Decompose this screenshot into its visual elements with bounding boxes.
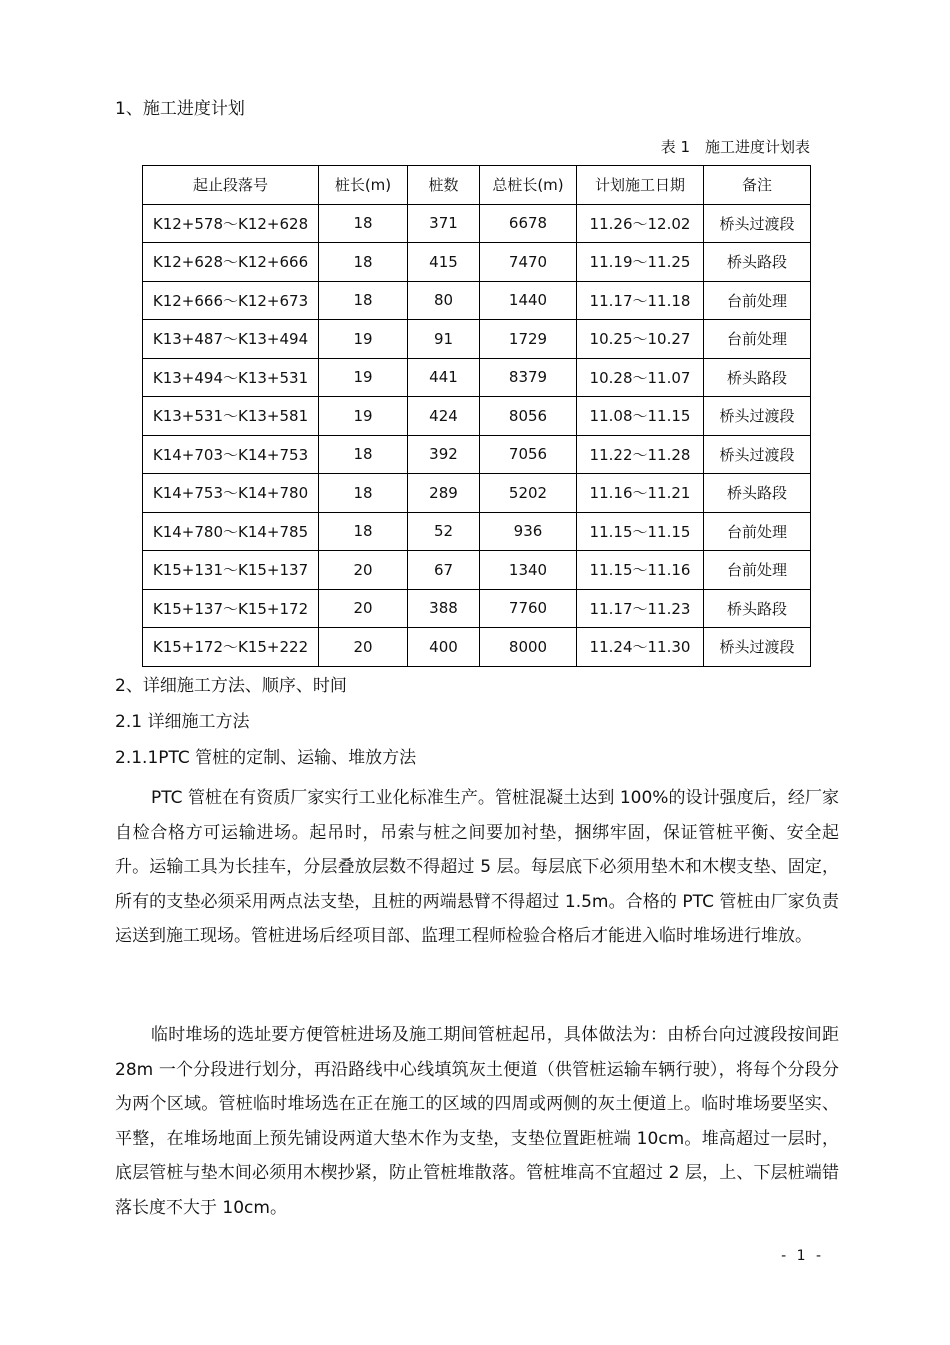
table-header-cell: 备注 — [704, 166, 811, 205]
table-cell: 桥头路段 — [704, 589, 811, 628]
table-cell: 5202 — [480, 474, 577, 513]
table-row — [143, 243, 811, 282]
table-cell: 11.19～11.25 — [577, 243, 704, 282]
table-cell: K14+780～K14+785 — [143, 512, 319, 551]
table-cell: 18 — [319, 281, 408, 320]
table-cell: 11.16～11.21 — [577, 474, 704, 513]
table-cell: K15+172～K15+222 — [143, 628, 319, 667]
heading-ptc-pile: 2.1.1PTC 管桩的定制、运输、堆放方法 — [115, 748, 417, 768]
table-cell: K13+531～K13+581 — [143, 397, 319, 436]
table-cell: 936 — [480, 512, 577, 551]
table-cell: 桥头路段 — [704, 243, 811, 282]
table-cell: 桥头路段 — [704, 474, 811, 513]
table-cell: 67 — [408, 551, 480, 590]
table-cell: 52 — [408, 512, 480, 551]
table-cell: 11.24～11.30 — [577, 628, 704, 667]
table-cell: 1729 — [480, 320, 577, 359]
table-cell: 10.25～10.27 — [577, 320, 704, 359]
table-cell: 11.26～12.02 — [577, 204, 704, 243]
table-cell: 11.17～11.23 — [577, 589, 704, 628]
table-header-cell: 计划施工日期 — [577, 166, 704, 205]
table-cell: 441 — [408, 358, 480, 397]
table-cell: 11.15～11.15 — [577, 512, 704, 551]
table-row — [143, 204, 811, 243]
table-cell: 11.17～11.18 — [577, 281, 704, 320]
table-row — [143, 512, 811, 551]
table-cell: 台前处理 — [704, 512, 811, 551]
table-cell: 1440 — [480, 281, 577, 320]
table-cell: 台前处理 — [704, 551, 811, 590]
page-number: - 1 - — [781, 1248, 824, 1264]
table-cell: 11.08～11.15 — [577, 397, 704, 436]
table-cell: 8000 — [480, 628, 577, 667]
table-body — [143, 204, 811, 666]
table-cell: 424 — [408, 397, 480, 436]
table-cell: 台前处理 — [704, 281, 811, 320]
table-cell: K15+137～K15+172 — [143, 589, 319, 628]
table-cell: K13+487～K13+494 — [143, 320, 319, 359]
heading-schedule: 1、施工进度计划 — [115, 99, 245, 119]
table-row — [143, 628, 811, 667]
table-cell: K12+666～K12+673 — [143, 281, 319, 320]
table-cell: 7760 — [480, 589, 577, 628]
table-cell: K15+131～K15+137 — [143, 551, 319, 590]
table-header-cell: 桩数 — [408, 166, 480, 205]
table-cell: 桥头过渡段 — [704, 397, 811, 436]
table-row — [143, 474, 811, 513]
table-cell: 6678 — [480, 204, 577, 243]
table-cell: 1340 — [480, 551, 577, 590]
table-cell: 80 — [408, 281, 480, 320]
table-cell: K14+703～K14+753 — [143, 435, 319, 474]
table-row — [143, 551, 811, 590]
table-cell: 10.28～11.07 — [577, 358, 704, 397]
table-cell: 371 — [408, 204, 480, 243]
table-cell: 19 — [319, 358, 408, 397]
heading-detailed-method: 2.1 详细施工方法 — [115, 712, 250, 732]
table-cell: 400 — [408, 628, 480, 667]
table-cell: 289 — [408, 474, 480, 513]
table-row — [143, 397, 811, 436]
table-cell: K14+753～K14+780 — [143, 474, 319, 513]
table-cell: 7470 — [480, 243, 577, 282]
table-header-cell: 桩长(m) — [319, 166, 408, 205]
table-cell: 19 — [319, 320, 408, 359]
table-cell: 8056 — [480, 397, 577, 436]
table-cell: 11.22～11.28 — [577, 435, 704, 474]
table-cell: 18 — [319, 204, 408, 243]
table-cell: 桥头过渡段 — [704, 204, 811, 243]
table-header-cell: 起止段落号 — [143, 166, 319, 205]
table-cell: 8379 — [480, 358, 577, 397]
table-cell: 桥头过渡段 — [704, 435, 811, 474]
table-cell: 18 — [319, 474, 408, 513]
table-header-row — [143, 166, 811, 205]
table-cell: 台前处理 — [704, 320, 811, 359]
table-row — [143, 320, 811, 359]
table-row — [143, 358, 811, 397]
table-row — [143, 589, 811, 628]
table-cell: 392 — [408, 435, 480, 474]
table-cell: 20 — [319, 551, 408, 590]
table-cell: 20 — [319, 628, 408, 667]
table-cell: 415 — [408, 243, 480, 282]
table-cell: 18 — [319, 512, 408, 551]
table-cell: 19 — [319, 397, 408, 436]
table-cell: 桥头过渡段 — [704, 628, 811, 667]
table-caption: 表 1 施工进度计划表 — [660, 138, 810, 156]
schedule-table — [142, 165, 811, 667]
table-cell: 388 — [408, 589, 480, 628]
table-row — [143, 281, 811, 320]
table-cell: 7056 — [480, 435, 577, 474]
paragraph-storage-yard: 临时堆场的选址要方便管桩进场及施工期间管桩起吊，具体做法为：由桥台向过渡段按间距 28m 一个分段进行划分，再沿路线中心线填筑灰土便道（供管桩运输车辆行驶），将每个分段分为两个区域。管桩临时堆场选在正在施工的区域的四周或两侧的灰土便道上。临时堆场要坚实、平整，在堆场地面上预先铺设两道大垫木作为支垫，支垫位置距桩端 10cm。堆高超过一层时，底层管桩与垫木间必须用木楔抄紧，防止管桩堆散落。管桩堆高不宜超过 2 层，上、下层桩端错落长度不大于 10cm。 — [115, 1025, 839, 1218]
table-cell: K13+494～K13+531 — [143, 358, 319, 397]
table-cell: 20 — [319, 589, 408, 628]
table-header-cell: 总桩长(m) — [480, 166, 577, 205]
table-cell: K12+578～K12+628 — [143, 204, 319, 243]
table-cell: 18 — [319, 243, 408, 282]
table-cell: 91 — [408, 320, 480, 359]
table-cell: 11.15～11.16 — [577, 551, 704, 590]
heading-method: 2、详细施工方法、顺序、时间 — [115, 676, 347, 696]
paragraph-ptc-production: PTC 管桩在有资质厂家实行工业化标准生产。管桩混凝土达到 100%的设计强度后，经厂家自检合格方可运输进场。起吊时，吊索与桩之间要加衬垫，捆绑牢固，保证管桩平衡、安全起升。运输工具为长挂车，分层叠放层数不得超过 5 层。每层底下必须用垫木和木楔支垫、固定，所有的支垫必须采用两点法支垫，且桩的两端悬臂不得超过 1.5m。合格的 PTC 管桩由厂家负责运送到施工现场。管桩进场后经项目部、监理工程师检验合格后才能进入临时堆场进行堆放。 — [115, 788, 839, 947]
table-cell: 桥头路段 — [704, 358, 811, 397]
table-cell: K12+628～K12+666 — [143, 243, 319, 282]
table-cell: 18 — [319, 435, 408, 474]
table-row — [143, 435, 811, 474]
